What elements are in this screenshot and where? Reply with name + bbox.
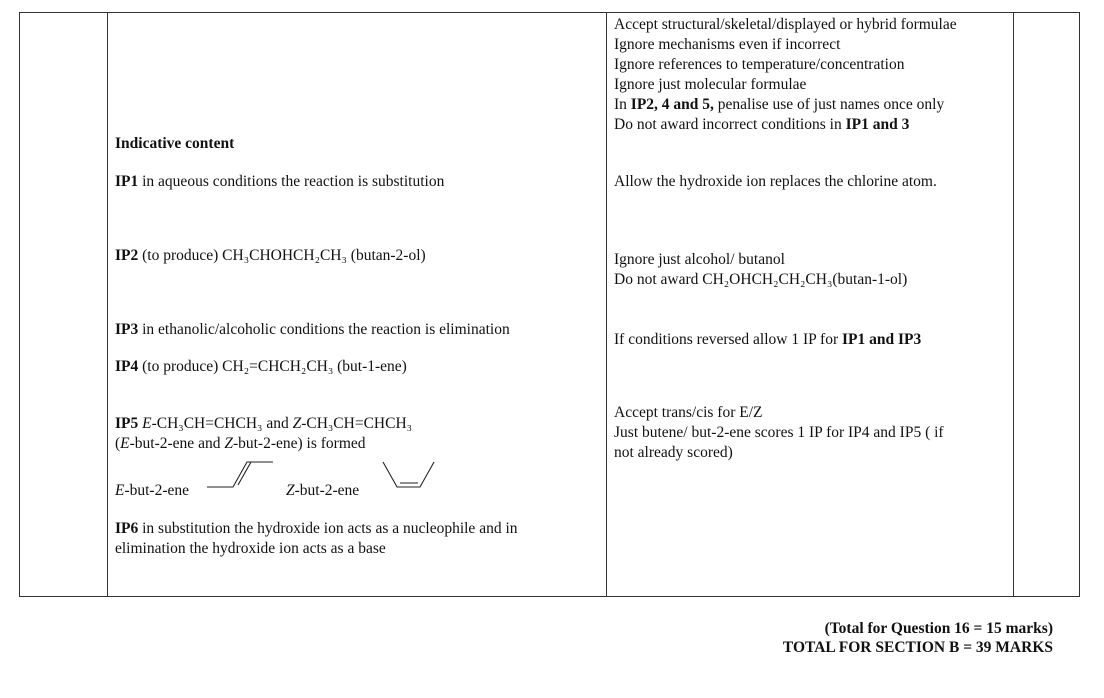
z-but-2-ene-label: Z-but-2-ene [286,482,360,499]
ip2-guidance-2: Do not award CH₂OHCH₂CH₂CH₃(butan-1-ol) [614,271,908,288]
ip1-line: IP1 in aqueous conditions the reaction is substitution [115,173,445,190]
ip3-line: IP3 in ethanolic/alcoholic conditions the reaction is elimination [115,321,510,338]
question-total: (Total for Question 16 = 15 marks) [824,620,1053,637]
ip5-guidance: Just butene/ but-2-ene scores 1 IP for IP4 and IP5 ( if [614,424,944,441]
guidance-line: Ignore just molecular formulae [614,76,807,93]
guidance-line: Ignore references to temperature/concentration [614,56,905,73]
ip3-guidance: If conditions reversed allow 1 IP for IP1 and IP3 [614,331,922,348]
z-but-2-ene-skeletal-structure [380,458,440,492]
ip5-line-2: (E-but-2-ene and Z-but-2-ene) is formed [115,435,366,452]
ip4-line: IP4 (to produce) CH₂=CHCH₂CH₃ (but-1-ene) [115,358,407,375]
e-but-2-ene-label: E-but-2-ene [115,482,190,499]
indicative-content-heading: Indicative content [115,135,235,152]
guidance-line: Ignore mechanisms even if incorrect [614,36,841,53]
answer-column [115,13,600,596]
e-but-2-ene-skeletal-structure [205,458,285,492]
ip1-guidance: Allow the hydroxide ion replaces the chlorine atom. [614,173,937,190]
column-divider [1013,13,1014,596]
column-divider [606,13,607,596]
ip6-line-2: elimination the hydroxide ion acts as a base [115,540,386,557]
ip5-guidance: Accept trans/cis for E/Z [614,404,763,421]
guidance-column [614,13,1009,596]
penalise-names-note: In IP2, 4 and 5, penalise use of just names once only [614,96,945,113]
ip2-line: IP2 (to produce) CH₃CHOHCH₂CH₃ (butan-2-ol) [115,247,426,264]
ip5-guidance: not already scored) [614,444,733,461]
ip6-line: IP6 in substitution the hydroxide ion acts as a nucleophile and in [115,520,518,537]
column-divider [107,13,108,596]
incorrect-conditions-note: Do not award incorrect conditions in IP1 and 3 [614,116,910,133]
mark-scheme-table [19,12,1080,597]
guidance-line: Accept structural/skeletal/displayed or hybrid formulae [614,16,957,33]
section-total: TOTAL FOR SECTION B = 39 MARKS [782,639,1053,656]
ip5-line: IP5 E-CH₃CH=CHCH₃ and Z-CH₃CH=CHCH₃ [115,415,413,432]
ip2-guidance: Ignore just alcohol/ butanol [614,251,785,268]
